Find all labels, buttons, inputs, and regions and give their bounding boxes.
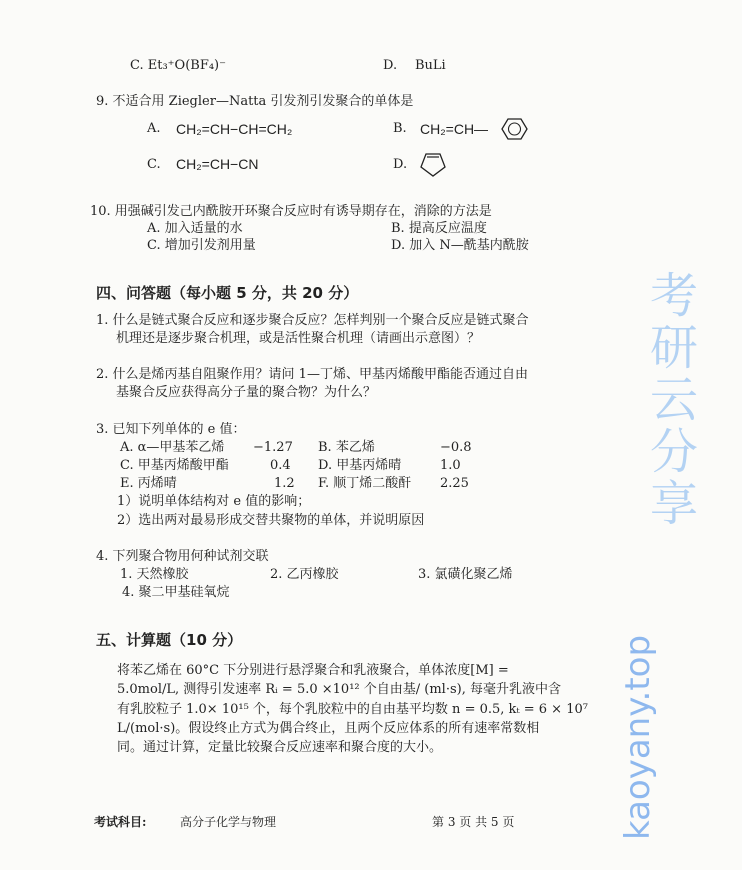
q9-c-letter: C. <box>147 157 161 172</box>
calc-line-3: 有乳胶粒子 1.0× 10¹⁵ 个，每个乳胶粒中的自由基平均数 n = 0.5, kₜ = 6 × 10⁷ <box>117 702 588 717</box>
q9-a-letter: A. <box>147 121 161 136</box>
q3-value-c: 0.4 <box>270 458 291 473</box>
q3-item-d: D. 甲基丙烯晴 <box>318 458 402 473</box>
q9-b-letter: B. <box>393 121 407 136</box>
q3-value-a: −1.27 <box>253 440 293 455</box>
q3-item-e: E. 丙烯晴 <box>120 476 177 491</box>
q9-d-letter: D. <box>393 157 408 172</box>
q3-value-f: 2.25 <box>440 476 469 491</box>
q9-option-b: CH₂=CH— <box>420 121 489 137</box>
q1-line2: 机理还是逐步聚合机理，或是活性聚合机理（请画出示意图）？ <box>116 331 481 346</box>
q8-option-d-letter: D. <box>383 58 398 73</box>
footer-subject-label: 考试科目: <box>94 815 147 829</box>
q4-item-1: 1. 天然橡胶 <box>120 567 189 582</box>
q10-question: 10. 用强碱引发己内酰胺开环聚合反应时有诱导期存在，消除的方法是 <box>90 204 492 219</box>
q3-stem: 3. 已知下列单体的 e 值： <box>96 422 246 437</box>
q9-option-c: CH₂=CH−CN <box>176 156 259 172</box>
q4-stem: 4. 下列聚合物用何种试剂交联 <box>96 549 269 564</box>
q4-item-3: 3. 氯磺化聚乙烯 <box>418 567 513 582</box>
q3-item-f: F. 顺丁烯二酸酐 <box>318 476 412 491</box>
q3-value-d: 1.0 <box>440 458 461 473</box>
q2-line2: 基聚合反应获得高分子量的聚合物？为什么？ <box>116 385 377 400</box>
q10-option-b: B. 提高反应温度 <box>391 221 487 236</box>
calc-line-1: 将苯乙烯在 60°C 下分别进行悬浮聚合和乳液聚合，单体浓度[M] = <box>117 663 509 678</box>
calc-line-5: 同。通过计算，定量比较聚合反应速率和聚合度的大小。 <box>117 740 443 755</box>
q3-item-c: C. 甲基丙烯酸甲酯 <box>120 458 229 473</box>
q8-option-d: BuLi <box>415 58 446 73</box>
q1-line1: 1. 什么是链式聚合反应和逐步聚合反应？怎样判别一个聚合反应是链式聚合 <box>96 313 529 328</box>
footer-page-number: 第 3 页 共 5 页 <box>432 815 515 829</box>
q3-sub2: 2）选出两对最易形成交替共聚物的单体，并说明原因 <box>117 513 425 528</box>
watermark-text: 考研云分享 <box>650 268 699 532</box>
section5-heading: 五、计算题（10 分） <box>96 631 243 649</box>
q4-item-2: 2. 乙丙橡胶 <box>270 567 339 582</box>
q3-item-a: A. α—甲基苯乙烯 <box>120 440 225 455</box>
footer-subject: 高分子化学与物理 <box>180 815 277 829</box>
q9-question: 9. 不适合用 Ziegler—Natta 引发剂引发聚合的单体是 <box>96 94 414 109</box>
q9-option-a: CH₂=CH−CH=CH₂ <box>176 121 293 137</box>
q8-option-c: C. Et₃⁺O(BF₄)⁻ <box>130 58 226 73</box>
benzene-ring-icon <box>496 116 532 142</box>
q3-value-b: −0.8 <box>440 440 472 455</box>
q2-line1: 2. 什么是烯丙基自阻聚作用？请问 1—丁烯、甲基丙烯酸甲酯能否通过自由 <box>96 367 528 382</box>
section4-heading: 四、问答题（每小题 5 分，共 20 分） <box>96 284 359 302</box>
q4-item-4: 4. 聚二甲基硅氧烷 <box>122 585 230 600</box>
watermark-url: kaoyany.top <box>618 634 658 840</box>
q3-item-b: B. 苯乙烯 <box>318 440 375 455</box>
cyclopentene-icon <box>418 150 448 180</box>
calc-line-4: L/(mol·s)。假设终止方式为偶合终止，且两个反应体系的所有速率常数相 <box>117 721 540 736</box>
q3-value-e: 1.2 <box>274 476 295 491</box>
q10-option-c: C. 增加引发剂用量 <box>147 238 256 253</box>
q3-sub1: 1）说明单体结构对 e 值的影响； <box>117 494 311 509</box>
calc-line-2: 5.0mol/L, 测得引发速率 Rᵢ = 5.0 ×10¹² 个自由基/ (ml·s), 每毫升乳液中含 <box>117 682 561 697</box>
q10-option-d: D. 加入 N—酰基内酰胺 <box>391 238 529 253</box>
q10-option-a: A. 加入适量的水 <box>147 221 243 236</box>
